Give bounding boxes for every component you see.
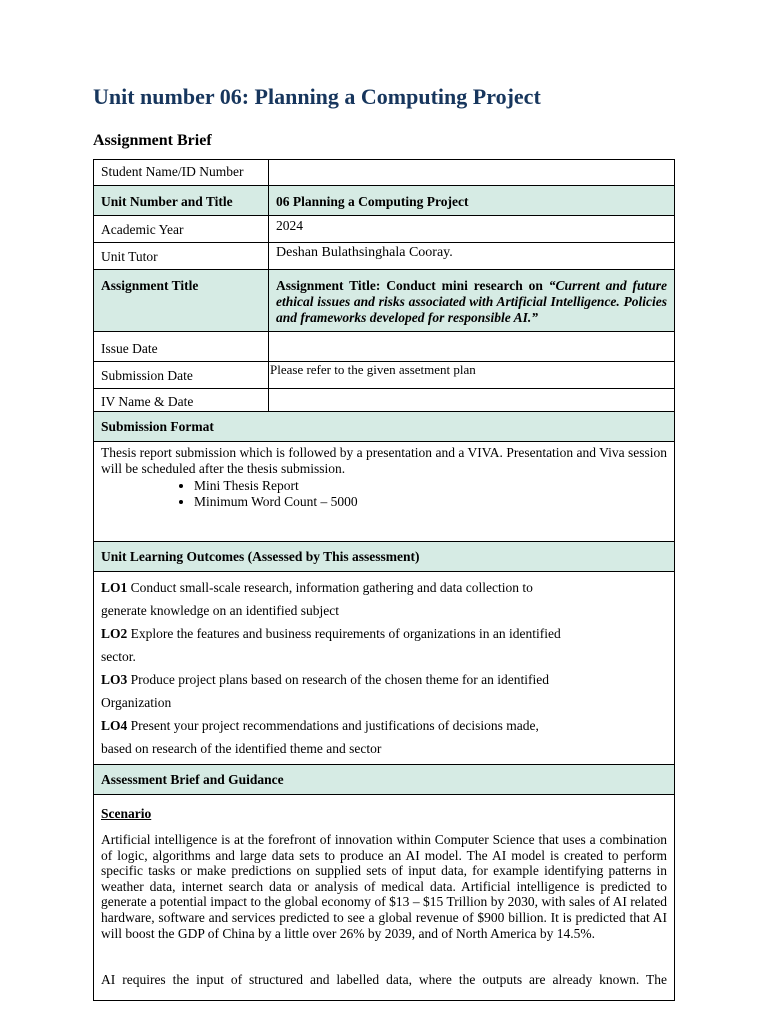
lo1-line1 [101,576,667,599]
list-item: • Mini Thesis Report [194,478,667,494]
lo4-code: LO4 [101,718,128,733]
submission-format-list [101,478,667,510]
assignment-title-row [94,270,675,332]
assignment-title-label: Assignment Title [94,270,269,332]
issue-date-value [269,332,675,362]
scenario-heading: Scenario [101,806,152,821]
unit-row [94,186,675,216]
student-row [94,160,675,186]
lo3-text: Produce project plans based on research of the chosen theme for an identified [127,672,549,687]
list-item: • Minimum Word Count – 5000 [194,494,667,510]
iv-label: IV Name & Date [94,389,269,415]
submission-date-value: Please refer to the given assetment plan [269,362,675,389]
assignment-brief-heading: Assignment Brief [93,132,212,149]
guidance-heading: Assessment Brief and Guidance [94,764,674,795]
lo4-line1 [101,714,667,737]
document-title: Unit number 06: Planning a Computing Project [93,84,541,109]
submission-format-section [93,411,675,542]
year-label: Academic Year [94,216,269,243]
year-row [94,216,675,243]
submission-date-row [94,362,675,389]
unit-label: Unit Number and Title [94,186,269,216]
learning-outcomes-body [94,572,674,763]
scenario-paragraph-2: AI requires the input of structured and labelled data, where the outputs are already known. The [101,972,667,988]
lo2-text: Explore the features and business requirements of organizations in an identified [127,626,561,641]
year-value: 2024 [269,216,675,243]
student-value [269,160,675,186]
tutor-row [94,243,675,270]
assignment-title-prefix: Assignment Title: Conduct mini research on [276,278,549,293]
guidance-section [93,764,675,1001]
lo3-code: LO3 [101,672,128,687]
lo1-text: Conduct small-scale research, information gathering and data collection to [127,580,533,595]
assignment-info-table [93,159,675,415]
lo4-text: Present your project recommendations and justifications of decisions made, [127,718,539,733]
learning-outcomes-heading: Unit Learning Outcomes (Assessed by This assessment) [94,541,674,572]
tutor-value: Deshan Bulathsinghala Cooray. [269,243,675,270]
lo1-code: LO1 [101,580,128,595]
student-label: Student Name/ID Number [94,160,269,186]
submission-format-body [94,442,674,513]
lo3-line2: Organization [101,695,172,710]
unit-value: 06 Planning a Computing Project [269,186,675,216]
submission-format-text: Thesis report submission which is followed by a presentation and a VIVA. Presentation and Viva session will be scheduled after the thesis submission. [101,445,667,476]
lo2-line2: sector. [101,649,136,664]
submission-format-heading: Submission Format [94,411,674,442]
issue-date-label: Issue Date [94,332,269,362]
tutor-label: Unit Tutor [94,243,269,270]
guidance-body [94,795,674,991]
assignment-title-topic: “Current and future ethical issues and risks associated with Artificial Intelligence. Policies and frameworks developed for responsible AI.” [276,278,667,325]
submission-date-label: Submission Date [94,362,269,389]
lo2-code: LO2 [101,626,128,641]
lo1-line2: generate knowledge on an identified subject [101,603,340,618]
lo4-line2: based on research of the identified theme and sector [101,741,382,756]
learning-outcomes-section [93,541,675,765]
issue-date-row [94,332,675,362]
lo2-line1 [101,622,667,645]
scenario-paragraph-1: Artificial intelligence is at the forefront of innovation within Computer Science that uses a combination of logic, algorithms and large data sets to produce an AI model. The AI model is created to perform specific tasks or make predictions on supplied sets of input data, for example identifying patterns in weather data, internet search data or analysis of medical data. Artificial intelligence is predicted to generate a potential impact to the global economy of $13 – $15 Trillion by 2030, with sales of AI related hardware, software and services predicted to see a global revenue of $900 billion. It is predicted that AI will boost the GDP of China by a little over 26% by 2039, and of North America by 14.5%. [101,832,667,941]
assignment-title-value [269,270,675,332]
lo3-line1 [101,668,667,691]
